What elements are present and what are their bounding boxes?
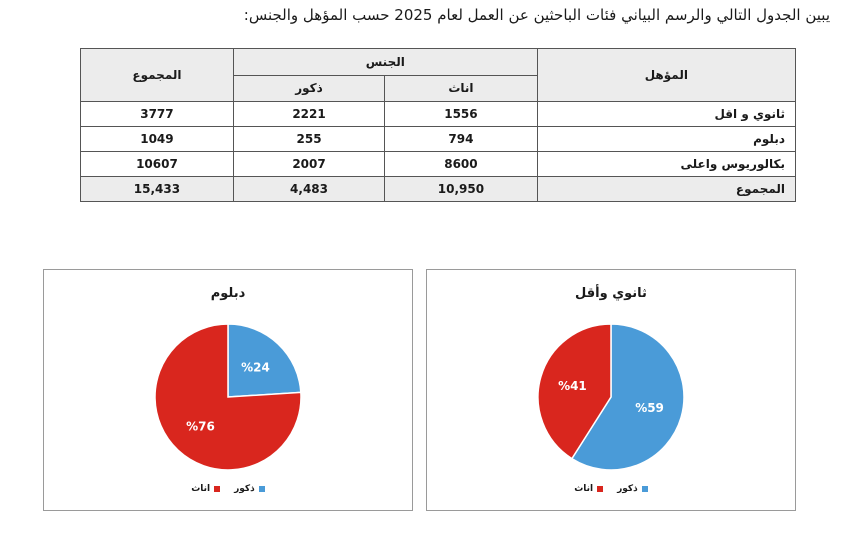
row-label: دبلوم bbox=[537, 127, 795, 152]
legend-label-female: اناث bbox=[574, 484, 594, 494]
legend-item-male bbox=[617, 484, 648, 494]
legend-item-female bbox=[191, 484, 220, 494]
table-row bbox=[81, 152, 796, 177]
table-row bbox=[81, 127, 796, 152]
row-label: بكالوريوس واعلى bbox=[537, 152, 795, 177]
cell-male: 2221 bbox=[233, 102, 384, 127]
cell-female: 8600 bbox=[385, 152, 537, 177]
chart-title: ثانوي وأقل bbox=[575, 286, 647, 301]
cell-total: 3777 bbox=[81, 102, 234, 127]
intro-text: يبين الجدول التالي والرسم البياني فئات الباحثين عن العمل لعام 2025 حسب المؤهل والجنس: bbox=[243, 6, 830, 24]
row-label: ثانوي و اقل bbox=[537, 102, 795, 127]
cell-female: 10,950 bbox=[385, 177, 537, 202]
cell-total: 1049 bbox=[81, 127, 234, 152]
header-total: المجموع bbox=[81, 49, 234, 102]
pie-data-label: %59 bbox=[635, 401, 664, 416]
table-row bbox=[81, 102, 796, 127]
legend-label-female: اناث bbox=[191, 484, 211, 494]
table-row-total bbox=[81, 177, 796, 202]
header-qualification: المؤهل bbox=[537, 49, 795, 102]
pie-chart-secondary bbox=[426, 269, 796, 511]
legend-label-male: ذكور bbox=[617, 484, 638, 494]
pie-data-label: %24 bbox=[241, 360, 270, 375]
legend-swatch-female bbox=[214, 486, 220, 492]
cell-male: 255 bbox=[233, 127, 384, 152]
cell-total: 15,433 bbox=[81, 177, 234, 202]
header-male: ذكور bbox=[233, 75, 384, 102]
data-table bbox=[80, 48, 796, 202]
pie-data-label: %41 bbox=[558, 378, 587, 393]
pie-data-label: %76 bbox=[186, 419, 215, 434]
cell-female: 794 bbox=[385, 127, 537, 152]
chart-legend bbox=[44, 484, 412, 494]
pie-chart-diploma bbox=[43, 269, 413, 511]
pie-svg bbox=[427, 270, 795, 510]
header-female: اناث bbox=[385, 75, 537, 102]
header-gender: الجنس bbox=[233, 49, 537, 76]
row-label: المجموع bbox=[537, 177, 795, 202]
chart-title: دبلوم bbox=[210, 286, 246, 301]
cell-female: 1556 bbox=[385, 102, 537, 127]
legend-swatch-male bbox=[642, 486, 648, 492]
pie-svg bbox=[44, 270, 412, 510]
chart-legend bbox=[427, 484, 795, 494]
legend-label-male: ذكور bbox=[234, 484, 255, 494]
cell-total: 10607 bbox=[81, 152, 234, 177]
legend-item-male bbox=[234, 484, 265, 494]
legend-item-female bbox=[574, 484, 603, 494]
legend-swatch-female bbox=[597, 486, 603, 492]
cell-male: 4,483 bbox=[233, 177, 384, 202]
cell-male: 2007 bbox=[233, 152, 384, 177]
legend-swatch-male bbox=[259, 486, 265, 492]
